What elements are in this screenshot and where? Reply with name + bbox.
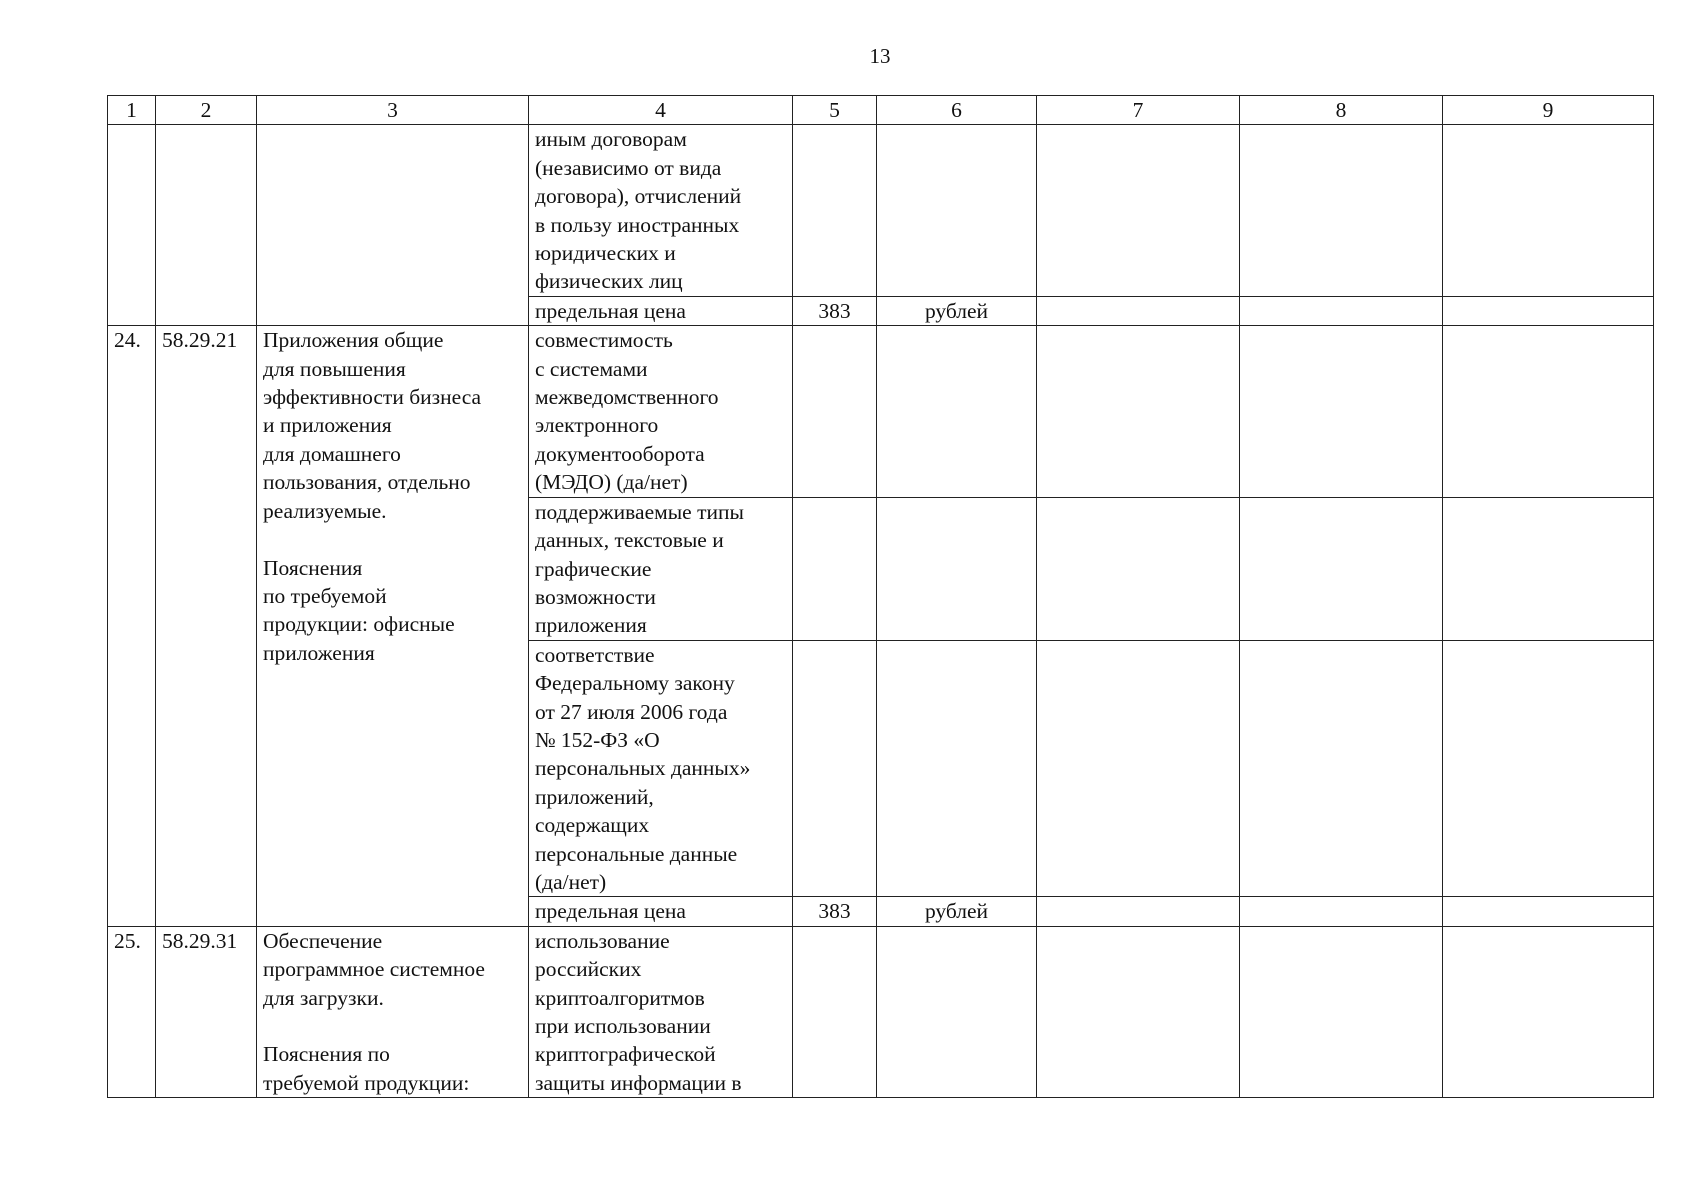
- value-cell: [1037, 125, 1240, 296]
- value-cell: [1443, 926, 1654, 1097]
- header-cell: 9: [1443, 96, 1654, 125]
- unit-code-cell: [793, 497, 877, 640]
- row-number-cell: 24.: [108, 326, 156, 927]
- table-row: [108, 926, 1654, 1097]
- value-cell: [1240, 326, 1443, 497]
- unit-name-cell: рублей: [877, 897, 1037, 926]
- value-cell: [1240, 296, 1443, 325]
- unit-code-cell: 383: [793, 296, 877, 325]
- header-cell: 3: [257, 96, 529, 125]
- value-cell: [1037, 897, 1240, 926]
- row-number-cell: [108, 125, 156, 326]
- value-cell: [1443, 296, 1654, 325]
- characteristic-cell: предельная цена: [529, 897, 793, 926]
- requirements-table: [107, 95, 1654, 1098]
- value-cell: [1443, 497, 1654, 640]
- value-cell: [1037, 326, 1240, 497]
- product-name-cell: Приложения общие для повышения эффективности бизнеса и приложения для домашнего пользования, отдельно реализуемые. Пояснения по требуемой продукции: офисные приложения: [257, 326, 529, 927]
- value-cell: [1240, 125, 1443, 296]
- unit-name-cell: [877, 326, 1037, 497]
- value-cell: [1240, 897, 1443, 926]
- characteristic-cell: иным договорам (независимо от вида договора), отчислений в пользу иностранных юридических и физических лиц: [529, 125, 793, 296]
- header-cell: 6: [877, 96, 1037, 125]
- value-cell: [1443, 897, 1654, 926]
- unit-code-cell: [793, 326, 877, 497]
- value-cell: [1443, 640, 1654, 897]
- header-cell: 8: [1240, 96, 1443, 125]
- value-cell: [1240, 640, 1443, 897]
- header-cell: 2: [156, 96, 257, 125]
- header-row: [108, 96, 1654, 125]
- product-name-cell: Обеспечение программное системное для загрузки. Пояснения по требуемой продукции:: [257, 926, 529, 1097]
- header-cell: 4: [529, 96, 793, 125]
- unit-code-cell: [793, 125, 877, 296]
- product-name-cell: [257, 125, 529, 326]
- unit-name-cell: [877, 926, 1037, 1097]
- characteristic-cell: поддерживаемые типы данных, текстовые и графические возможности приложения: [529, 497, 793, 640]
- okpd-code-cell: 58.29.31: [156, 926, 257, 1097]
- value-cell: [1443, 326, 1654, 497]
- row-number-cell: 25.: [108, 926, 156, 1097]
- characteristic-cell: использование российских криптоалгоритмов при использовании криптографической защиты информации в: [529, 926, 793, 1097]
- unit-name-cell: [877, 640, 1037, 897]
- okpd-code-cell: 58.29.21: [156, 326, 257, 927]
- unit-name-cell: [877, 125, 1037, 296]
- value-cell: [1443, 125, 1654, 296]
- header-cell: 5: [793, 96, 877, 125]
- characteristic-cell: соответствие Федеральному закону от 27 июля 2006 года № 152-ФЗ «О персональных данных» приложений, содержащих персональные данные (да/нет): [529, 640, 793, 897]
- characteristic-cell: совместимость с системами межведомственного электронного документооборота (МЭДО) (да/нет): [529, 326, 793, 497]
- unit-name-cell: [877, 497, 1037, 640]
- header-cell: 7: [1037, 96, 1240, 125]
- unit-code-cell: [793, 640, 877, 897]
- unit-code-cell: [793, 926, 877, 1097]
- value-cell: [1240, 926, 1443, 1097]
- table-row: [108, 125, 1654, 296]
- value-cell: [1037, 497, 1240, 640]
- value-cell: [1240, 497, 1443, 640]
- okpd-code-cell: [156, 125, 257, 326]
- table-row: [108, 326, 1654, 497]
- page-number: 13: [869, 44, 891, 68]
- characteristic-cell: предельная цена: [529, 296, 793, 325]
- value-cell: [1037, 926, 1240, 1097]
- unit-code-cell: 383: [793, 897, 877, 926]
- unit-name-cell: рублей: [877, 296, 1037, 325]
- value-cell: [1037, 640, 1240, 897]
- header-cell: 1: [108, 96, 156, 125]
- value-cell: [1037, 296, 1240, 325]
